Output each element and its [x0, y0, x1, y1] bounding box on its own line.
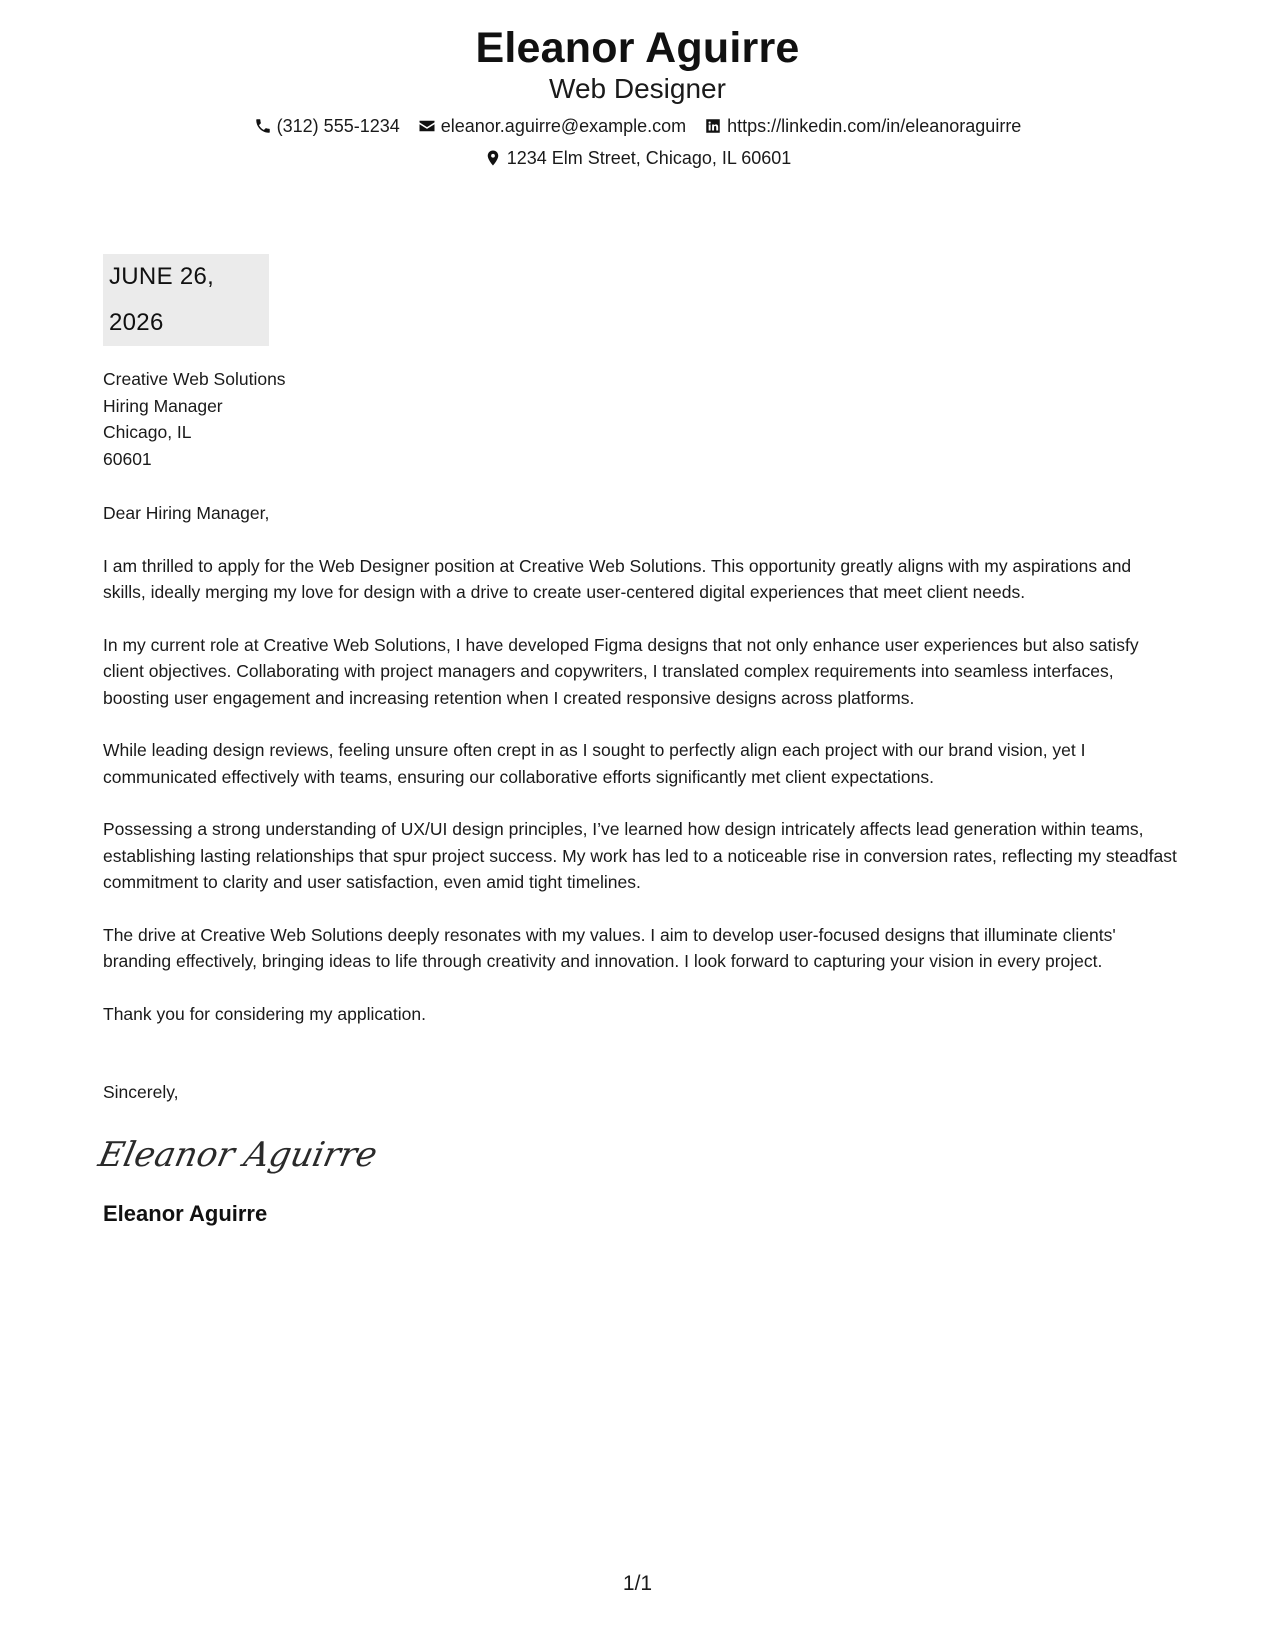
closing: Sincerely,	[103, 1082, 179, 1102]
handwritten-signature	[95, 1128, 1178, 1184]
recipient-block	[103, 366, 1178, 472]
contact-line-primary	[0, 114, 1275, 138]
greeting: Dear Hiring Manager,	[103, 503, 270, 523]
signature-script: Eleanor Aguirre	[95, 1134, 381, 1175]
recipient-company: Creative Web Solutions	[103, 369, 286, 389]
signature-image	[95, 1128, 381, 1184]
phone-number: (312) 555-1234	[276, 116, 400, 136]
body-paragraph-2: In my current role at Creative Web Solutions, I have developed Figma designs that not only enhance user experiences but also satisfy client objectives. Collaborating with project managers and copywriters, I translated complex requirements into seamless interfaces, boosting user engagement and increasing retention when I created responsive designs across platforms.	[103, 634, 1139, 708]
phone-icon	[254, 117, 272, 135]
street-address: 1234 Elm Street, Chicago, IL 60601	[506, 148, 792, 168]
recipient-city: Chicago, IL	[103, 422, 192, 442]
envelope-icon	[418, 117, 436, 135]
linkedin-icon	[704, 117, 722, 135]
contact-phone	[254, 114, 400, 138]
body-paragraph-1: I am thrilled to apply for the Web Designer position at Creative Web Solutions. This opportunity greatly aligns with my aspirations and skills, ideally merging my love for design with a drive to create user-centered digital experiences that meet client needs.	[103, 555, 1132, 602]
page-number: 1/1	[622, 1572, 653, 1595]
letter-header	[0, 22, 1275, 170]
body-paragraph-3: While leading design reviews, feeling unsure often crept in as I sought to perfectly align each project with our brand vision, yet I communicated effectively with teams, ensuring our collaborative efforts significantly met client expectations.	[103, 740, 1086, 787]
contact-line-secondary	[0, 146, 1275, 170]
signer-name: Eleanor Aguirre	[103, 1200, 268, 1226]
applicant-name: Eleanor Aguirre	[475, 24, 800, 72]
body-paragraph-4: Possessing a strong understanding of UX/UI design principles, I’ve learned how design intricately affects lead generation within teams, establishing lasting relationships that spur project success. My work has led to a noticeable rise in conversion rates, reflecting my steadfast commitment to clarity and user satisfaction, even amid tight timelines.	[103, 819, 1177, 892]
linkedin-url[interactable]: https://linkedin.com/in/eleanoraguirre	[727, 116, 1022, 136]
map-pin-icon	[484, 149, 502, 167]
contact-address	[484, 146, 792, 170]
thanks-line: Thank you for considering my application.	[103, 1003, 426, 1024]
body-paragraph-5: The drive at Creative Web Solutions deeply resonates with my values. I aim to develop user-focused designs that illuminate clients' branding effectively, bringing ideas to life through creativity and innovation. I look forward to capturing your vision in every project.	[103, 924, 1116, 971]
recipient-zip: 60601	[103, 448, 152, 469]
applicant-role: Web Designer	[549, 73, 726, 104]
letter-body	[95, 254, 1178, 1228]
letter-date: JUNE 26, 2026	[103, 254, 269, 346]
contact-linkedin[interactable]	[704, 114, 1021, 138]
email-address[interactable]: eleanor.aguirre@example.com	[440, 116, 687, 136]
recipient-contact: Hiring Manager	[103, 395, 223, 416]
contact-email[interactable]	[418, 114, 686, 138]
